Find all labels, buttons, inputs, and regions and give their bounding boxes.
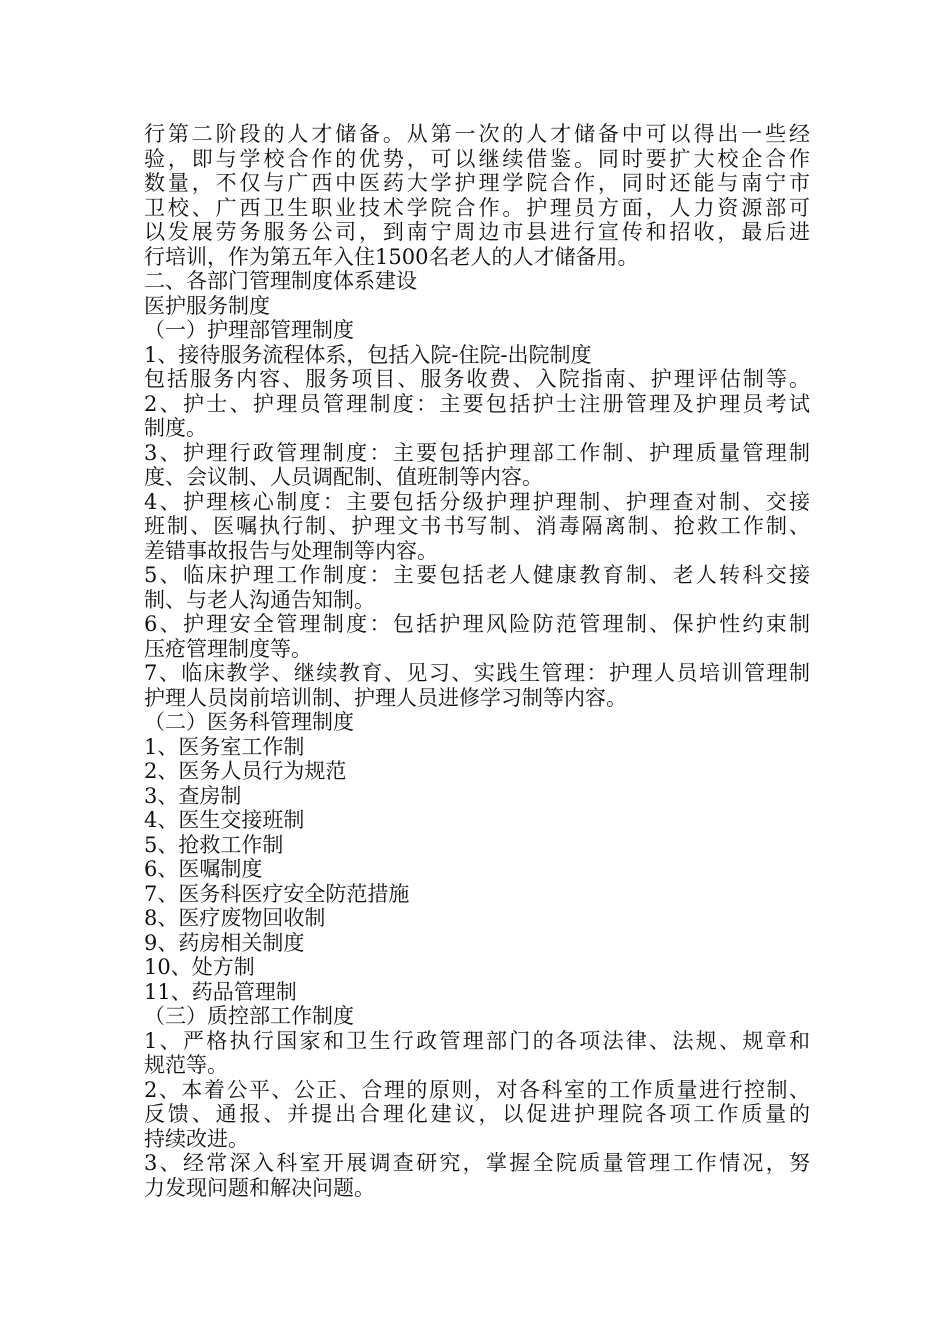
text-line: 行培训，作为第五年入住1500名老人的人才储备用。 — [144, 244, 639, 269]
text-line: 医护服务制度 — [144, 293, 270, 318]
text-line: 以发展劳务服务公司，到南宁周边市县进行宣传和招收，最后进 — [144, 220, 810, 244]
text-line: 3、护理行政管理制度：主要包括护理部工作制、护理质量管理制 — [144, 440, 810, 465]
text-line: 卫校、广西卫生职业技术学院合作。护理员方面，人力资源部可 — [144, 195, 810, 220]
text-line: 4、护理核心制度：主要包括分级护理护理制、护理查对制、交接 — [144, 489, 810, 514]
text-line: 度、会议制、人员调配制、值班制等内容。 — [144, 465, 543, 489]
text-line: 制、与老人沟通告知制。 — [144, 587, 375, 612]
text-line: 10、处方制 — [144, 955, 255, 979]
text-line: 力发现问题和解决问题。 — [144, 1175, 375, 1200]
text-line: 二、各部门管理制度体系建设 — [144, 269, 417, 293]
text-line: 1、严格执行国家和卫生行政管理部门的各项法律、法规、规章和 — [144, 1028, 810, 1053]
text-line: 6、医嘱制度 — [144, 857, 263, 881]
text-line: 7、临床教学、继续教育、见习、实践生管理：护理人员培训管理制 — [144, 661, 810, 685]
text-line: （三）质控部工作制度 — [144, 1004, 354, 1028]
text-line: 制度。 — [144, 416, 207, 440]
text-line: 11、药品管理制 — [144, 979, 297, 1004]
text-line: 4、医生交接班制 — [144, 808, 305, 832]
text-line: 9、药房相关制度 — [144, 930, 305, 955]
document-body — [144, 122, 810, 1200]
text-line: 3、查房制 — [144, 783, 242, 808]
text-line: （一）护理部管理制度 — [144, 318, 354, 342]
text-line: 差错事故报告与处理制等内容。 — [144, 538, 438, 563]
text-line: 8、医疗废物回收制 — [144, 906, 326, 930]
text-line: 2、医务人员行为规范 — [144, 759, 347, 783]
text-line: 班制、医嘱执行制、护理文书书写制、消毒隔离制、抢救工作制、 — [144, 514, 810, 538]
text-line: 2、本着公平、公正、合理的原则，对各科室的工作质量进行控制、 — [144, 1077, 810, 1102]
text-line: 1、接待服务流程体系，包括入院-住院-出院制度 — [144, 342, 592, 367]
text-line: 包括服务内容、服务项目、服务收费、入院指南、护理评估制等。 — [144, 367, 810, 391]
text-line: 7、医务科医疗安全防范措施 — [144, 881, 410, 906]
text-line: 1、医务室工作制 — [144, 734, 305, 759]
text-line: 持续改进。 — [144, 1126, 249, 1151]
text-line: 行第二阶段的人才储备。从第一次的人才储备中可以得出一些经 — [144, 122, 810, 146]
text-line: 规范等。 — [144, 1053, 228, 1077]
text-line: 6、护理安全管理制度：包括护理风险防范管理制、保护性约束制 — [144, 612, 810, 636]
text-line: 反馈、通报、并提出合理化建议，以促进护理院各项工作质量的 — [144, 1102, 810, 1126]
text-line: 护理人员岗前培训制、护理人员进修学习制等内容。 — [144, 685, 627, 710]
text-line: 压疮管理制度等。 — [144, 636, 312, 661]
text-line: 数量，不仅与广西中医药大学护理学院合作，同时还能与南宁市 — [144, 171, 810, 195]
text-line: （二）医务科管理制度 — [144, 710, 354, 734]
text-line: 验，即与学校合作的优势，可以继续借鉴。同时要扩大校企合作 — [144, 146, 810, 171]
text-line: 5、临床护理工作制度：主要包括老人健康教育制、老人转科交接 — [144, 563, 810, 587]
text-line: 5、抢救工作制 — [144, 832, 284, 857]
text-line: 2、护士、护理员管理制度：主要包括护士注册管理及护理员考试 — [144, 391, 810, 416]
text-line: 3、经常深入科室开展调查研究，掌握全院质量管理工作情况，努 — [144, 1151, 810, 1175]
